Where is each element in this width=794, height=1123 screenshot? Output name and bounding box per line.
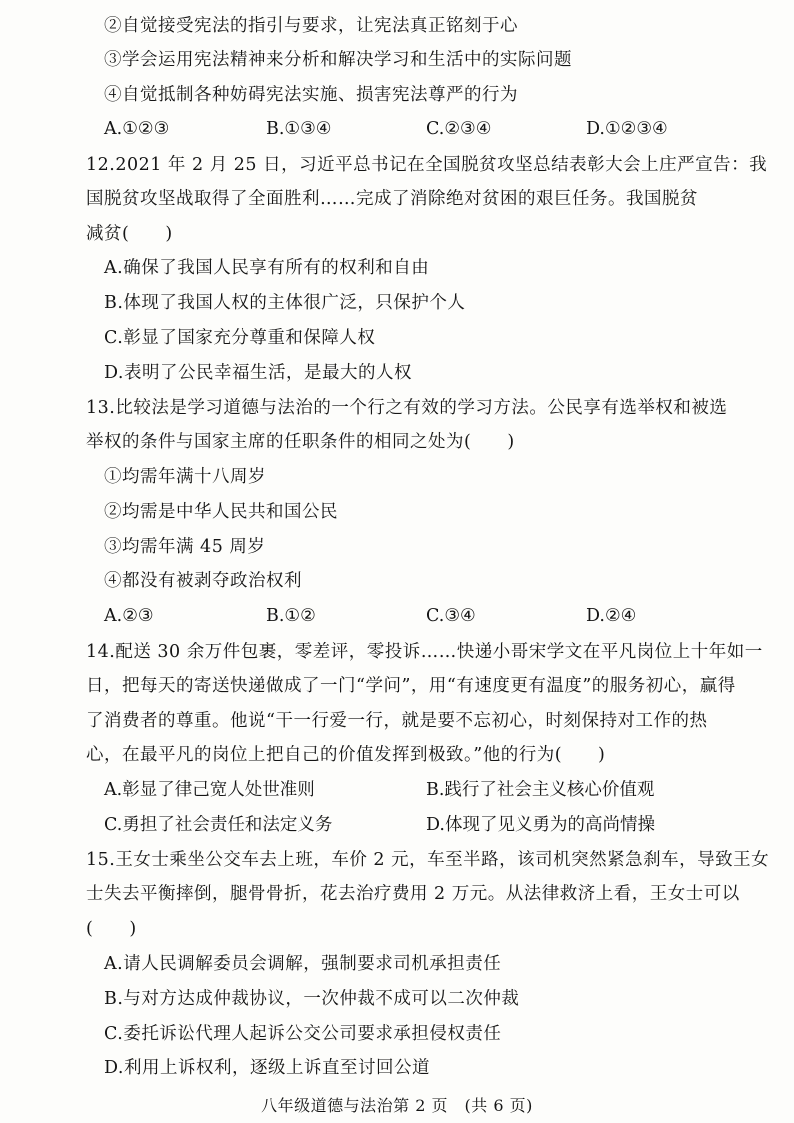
q14-stem-line: 日，把每天的寄送快递做成了一门“学问”，用“有速度更有温度”的服务初心，赢得 bbox=[86, 676, 736, 696]
q12-stem-line: 12.2021 年 2 月 25 日，习近平总书记在全国脱贫攻坚总结表彰大会上庄严宣告：我 bbox=[86, 155, 768, 175]
q14-stem-line: 14.配送 30 余万件包裹，零差评，零投诉……快递小哥宋学文在平凡岗位上十年如一 bbox=[86, 642, 763, 662]
q15-option-d: D.利用上诉权利，逐级上诉直至讨回公道 bbox=[104, 1058, 430, 1078]
q15-stem-line: 15.王女士乘坐公交车去上班，车价 2 元，车至半路，该司机突然紧急刹车，导致王女 bbox=[86, 850, 770, 870]
q13-item-4: ④都没有被剥夺政治权利 bbox=[104, 571, 302, 591]
q13-item-2: ②均需是中华人民共和国公民 bbox=[104, 502, 338, 522]
q15-stem-line: ( ) bbox=[86, 919, 137, 939]
q11-item-2: ②自觉接受宪法的指引与要求，让宪法真正铭刻于心 bbox=[104, 16, 518, 36]
q14-option-d: D.体现了见义勇为的高尚情操 bbox=[426, 815, 655, 835]
q11-item-4: ④自觉抵制各种妨碍宪法实施、损害宪法尊严的行为 bbox=[104, 85, 518, 105]
q13-option-b: B.①② bbox=[266, 606, 316, 626]
page-footer: 八年级道德与法治第 2 页 (共 6 页) bbox=[261, 1096, 533, 1115]
q11-item-3: ③学会运用宪法精神来分析和解决学习和生活中的实际问题 bbox=[104, 50, 572, 70]
q13-option-c: C.③④ bbox=[426, 606, 476, 626]
q13-stem-line: 13.比较法是学习道德与法治的一个行之有效的学习方法。公民享有选举权和被选 bbox=[86, 398, 728, 418]
q14-option-a: A.彰显了律己宽人处世准则 bbox=[104, 780, 315, 800]
q13-option-a: A.②③ bbox=[104, 606, 154, 626]
q14-options-row-1 bbox=[104, 778, 724, 802]
q13-stem-line: 举权的条件与国家主席的任职条件的相同之处为( ) bbox=[86, 432, 515, 452]
q15-option-c: C.委托诉讼代理人起诉公交公司要求承担侵权责任 bbox=[104, 1024, 502, 1044]
q12-stem-line: 减贫( ) bbox=[86, 224, 173, 244]
q12-option-b: B.体现了我国人权的主体很广泛，只保护个人 bbox=[104, 293, 466, 313]
q11-option-c: C.②③④ bbox=[426, 119, 492, 139]
q13-item-3: ③均需年满 45 周岁 bbox=[104, 537, 266, 557]
q11-option-a: A.①②③ bbox=[104, 119, 170, 139]
q13-option-d: D.②④ bbox=[586, 606, 637, 626]
q12-option-a: A.确保了我国人民享有所有的权利和自由 bbox=[104, 258, 430, 278]
q14-stem-line: 心，在最平凡的岗位上把自己的价值发挥到极致。”他的行为( ) bbox=[86, 745, 606, 765]
q11-option-d: D.①②③④ bbox=[586, 119, 668, 139]
q13-options bbox=[104, 604, 724, 628]
q14-option-b: B.践行了社会主义核心价值观 bbox=[426, 780, 655, 800]
q14-options-row-2 bbox=[104, 813, 724, 837]
q12-option-d: D.表明了公民幸福生活，是最大的人权 bbox=[104, 363, 412, 383]
q11-option-b: B.①③④ bbox=[266, 119, 332, 139]
q14-option-c: C.勇担了社会责任和法定义务 bbox=[104, 815, 333, 835]
q12-stem-line: 国脱贫攻坚战取得了全面胜利……完成了消除绝对贫困的艰巨任务。我国脱贫 bbox=[86, 189, 698, 209]
q13-item-1: ①均需年满十八周岁 bbox=[104, 467, 266, 487]
q15-option-a: A.请人民调解委员会调解，强制要求司机承担责任 bbox=[104, 954, 502, 974]
q11-options bbox=[104, 117, 724, 141]
q14-stem-line: 了消费者的尊重。他说“干一行爱一行，就是要不忘初心，时刻保持对工作的热 bbox=[86, 711, 708, 731]
q15-stem-line: 士失去平衡摔倒，腿骨骨折，花去治疗费用 2 万元。从法律救济上看，王女士可以 bbox=[86, 884, 740, 904]
q15-option-b: B.与对方达成仲裁协议，一次仲裁不成可以二次仲裁 bbox=[104, 989, 520, 1009]
q12-option-c: C.彰显了国家充分尊重和保障人权 bbox=[104, 328, 376, 348]
